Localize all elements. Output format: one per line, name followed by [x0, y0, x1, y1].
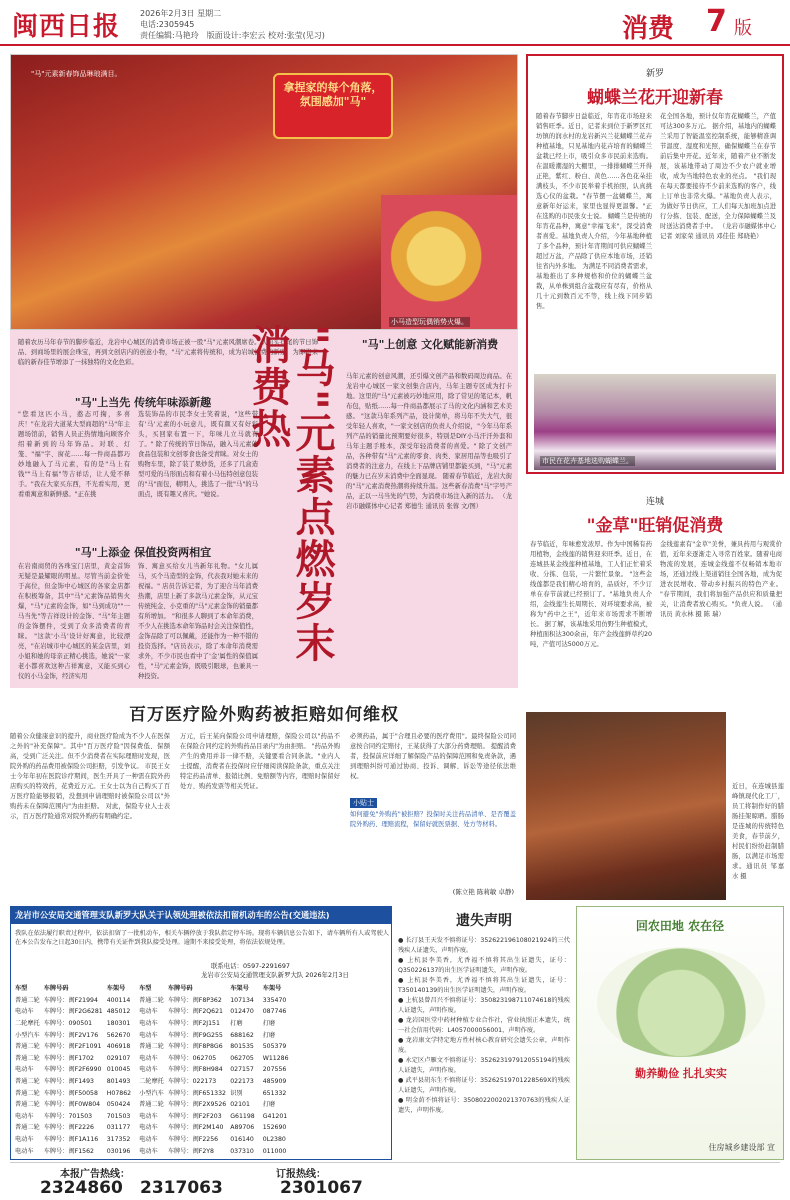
notice-cell: 031177: [106, 1124, 131, 1132]
notice-cell: A89706: [230, 1124, 255, 1132]
lost-item: ● 上杭县曾昌兴不慎将证号：350823198711074618的残疾人证遗失，声明作废。: [398, 997, 570, 1014]
notice-cell: 车牌号：闽F1493: [43, 1077, 94, 1085]
notice-row: [261, 1006, 291, 1018]
notice-cell: G61198: [230, 1112, 255, 1120]
notice-cell: 688162: [230, 1031, 254, 1039]
notice-cell: 识别: [230, 1089, 243, 1097]
lost-list: [398, 936, 570, 1115]
notice-cell: 317352: [106, 1135, 131, 1143]
notice-extra-col: [261, 983, 291, 1157]
notice-cell: 打磨: [262, 1019, 276, 1027]
notice-cell: 车牌号：闽F8H984: [167, 1066, 223, 1074]
notice-table: [13, 983, 389, 1157]
insurance-col1: 随着公众健康意识的提升，商业医疗险成为不少人在医保之外的"补充保障"。其中"百万医疗险"因保费低、保额高，受到广泛关注。但不少消费者在实际理赔时发现，医院外购的药品费用被保险公司拒赔，引发争议。 市民王女士今年年初在医院诊疗期间，医生开具了一种需在院外药店购买的特效药，花费近万元。王女士以为自己购买了百万医疗险能够报销，没想到申请理赔时被保险公司以"外购药未在保障范围内"为由拒赔。 对此，保险专业人士表示，百万医疗险通常对院外购药有明确约定。: [10, 733, 170, 820]
notice-cell: H07862: [106, 1089, 132, 1097]
notice-row: [261, 1064, 291, 1076]
notice-cell: 087746: [262, 1008, 287, 1016]
lost-item: ● 龙岩国医堂中药材种植专业合作社，营业执照正本遗失，统一社会信用代码：L4057000056001，声明作废。: [398, 1017, 570, 1034]
notice-cell: 400114: [106, 996, 131, 1004]
ad-hotline-label: 本报广告热线：: [60, 1169, 130, 1180]
notice-row: [261, 995, 291, 1007]
notice-cell: 车牌号：闽F651332: [167, 1089, 226, 1097]
notice-cell: 505379: [262, 1043, 287, 1051]
notice-cell: 小型汽车: [139, 1089, 164, 1097]
page-unit: 版: [734, 18, 752, 39]
masthead-date: 2026年2月3日 星期二: [140, 9, 222, 18]
notice-cell: 电动车: [139, 1054, 158, 1062]
notice-cell: 107134: [230, 996, 254, 1004]
notice-cell: 车牌号：闽F8P8G6: [167, 1043, 223, 1051]
notice-cell: 485909: [262, 1077, 287, 1085]
notice-cell: 普通二轮: [139, 1043, 164, 1051]
notice-cell: 车牌号：062705: [167, 1054, 217, 1062]
grass-article: [526, 486, 784, 686]
notice-cell: 电动车: [139, 1124, 158, 1132]
notice-cell: 打磨: [230, 1019, 243, 1027]
notice-cell: 车牌号：闽F1562: [43, 1147, 94, 1155]
notice-row: [13, 1087, 133, 1099]
notice-cell: 小型汽车: [15, 1031, 40, 1039]
notice-cell: 普通二轮: [15, 1101, 40, 1109]
notice-signature: 龙岩市公安局交通管理支队新罗大队 2026年2月3日: [201, 971, 349, 979]
notice-cell: 打磨: [262, 1101, 276, 1109]
footer-hotlines: [10, 1162, 780, 1198]
notice-cell: 普通二轮: [15, 1054, 40, 1062]
insurance-col2: 万元，后王某向保险公司申请理赔，保险公司以"药品不在保险合同约定的外购药品目录内"为由拒赔。 "药品外购产生的费用并非一律不赔，关键要看合同条款。"业内人士提醒，消费者在投保时应仔细阅读保险条款，重点关注特定药品清单、报销比例、免赔额等内容，理赔时保留好处方、购药发票等相关凭证。: [180, 733, 340, 790]
notice-cell: 车牌号：闽F2V176: [43, 1031, 99, 1039]
notice-cell: 0L2380: [262, 1135, 286, 1143]
notice-row: [261, 1145, 291, 1157]
notice-row: [261, 1111, 291, 1123]
col1b-text: 选装饰品的市民李女士笑着说，"这些带有'马'元素的小玩意儿，既有颜又有好彩头，买回家布置一下，年味儿立马就有了。" 除了传统的节日饰品，融入马元素的食品包装和文创零食也备受青睐。对女士的购物车里，除了装了果炒货，还多了几盒造型可爱的马形面点和有着小马伍特创意包装的"马"面包，精明人，挑选了一批"马"的马面点，既有趣又喜庆。"她说。: [138, 411, 258, 498]
sub-phone: 2301067: [280, 1178, 363, 1198]
lost-item: ● 武平县胡东生不慎将证号：35262519701228569X的残疾人证遗失，声明作废。: [398, 1077, 570, 1094]
notice-cell: 电动车: [139, 1008, 158, 1016]
col1a-text: "您看这匹小马，憨态可掬，多喜庆！"在龙岩大道某大型商超的"马"年主题场馆前，销售人员正热情地向顾客介绍着新到的马年饰品。对联、灯笼、"福"字、窗花……每一件商品都巧妙地融入了马元素，有的是"马上有钱""马上有福"等吉祥话，让人爱不释手。"我在大家买东西，不光看实用，更看重寓意和新鲜感。"正在挑: [18, 411, 130, 498]
notice-cell: 电动车: [15, 1135, 34, 1143]
ad-phone-1: 2324860: [40, 1178, 123, 1198]
notice-cell: 180301: [106, 1019, 131, 1027]
notice-contact: 联系电话：0597-2291697: [211, 962, 290, 970]
notice-cell: 050424: [106, 1101, 131, 1109]
notice-cell: 02101: [230, 1101, 250, 1109]
notice-header-cell: 车架号: [262, 985, 282, 993]
ad-bottom-text: 住房城乡建设部 宣: [708, 1143, 775, 1152]
notice-row: [137, 995, 257, 1007]
horse-plush-photo: [381, 195, 518, 330]
notice-cell: 车牌号：701503: [43, 1112, 93, 1120]
notice-cell: 二轮摩托: [139, 1077, 164, 1085]
notice-row: [137, 1134, 257, 1146]
notice-cell: 车牌号：闽F1A116: [43, 1135, 99, 1143]
market-photo: [10, 54, 518, 330]
col3-text: 马年元素的创意风潮，还引爆文创产品和数码周边商品。在龙岩中心城区一家文创集合店内，马年主题专区成为打卡地。这里的"马"元素被巧妙地应用，除了常见的笔记本，帆布包，贴纸……每一件商品都展示了马的文化内涵和艺术美感。 "这款马年系列产品，设计简单，将马年不失大气，很受年轻人喜欢，"一家文创店的负责人介绍说，"今年马年系列产品的销量比预期要好很多，特别是DIY小马汗汗外套和马年主题手账本，深受年轻消费者的喜爱。" 除了文创产品，各种带有"马"元素的零食、肉类、家居用品等也吸引了消费者的注意力，在线上下品牌店铺里都能买到，"马"元素的魅力已在岁末消费中全面显现。 随着春节临近，龙岩大街的"马"元素消费热潮将持续升温。这些新春消费"马"字号产品，正以一马当先的气势，为消费市场注入新的活力。 （龙岩市融媒体中心记者 郑德生 通讯员 张蓉 文/图）: [346, 373, 512, 510]
insurance-byline: (陈立艳 陈莉敏 卓静): [452, 888, 514, 896]
notice-cell: 普通二轮: [15, 1089, 40, 1097]
notice-cell: 电动车: [139, 1019, 158, 1027]
notice-cell: 车牌号：闽F2M140: [167, 1124, 224, 1132]
sausage-photo: [526, 712, 726, 900]
orchid-kicker: 新罗: [645, 69, 664, 79]
notice-row: [137, 1053, 257, 1065]
orchid-article: [526, 54, 784, 474]
notice-cell: 车牌号：闽F2256: [167, 1135, 219, 1143]
notice-cell: 车牌号：闽F2F1091: [43, 1043, 102, 1051]
insurance-headline: 百万医疗险外购药被拒赔如何维权: [129, 705, 399, 725]
notice-row: [13, 1099, 133, 1111]
lost-notices: [398, 906, 570, 1160]
notice-row: [261, 1134, 291, 1146]
notice-header-cell: 车架号: [106, 985, 126, 993]
sub-hotline-label: 订报热线：: [276, 1169, 326, 1180]
notice-row: [137, 1076, 257, 1088]
notice-cell: 车牌号：闽F2226: [43, 1124, 94, 1132]
notice-cell: W11286: [262, 1054, 289, 1062]
notice-cell: 普通二轮: [15, 1124, 40, 1132]
notice-row: [261, 1041, 291, 1053]
insurance-article: [10, 694, 518, 900]
grass-col2: 金线莲素有"金草"美誉，兼具药用与观赏价值，近年来逐渐走入寻常百姓家。随着电商物流的发展，连城金线莲不仅畅销本地市场，还通过线上渠道销往全国各地，成为促进农民增收、带动乡村振兴的特色产业。 "春节期间，我们将加强产品供应和质量把关，让消费者放心购买。"负责人说。 （通讯员 黄水林 摄 陈 瑞）: [660, 541, 782, 618]
masthead-phone: 电话:2305945: [140, 20, 195, 29]
notice-row: [13, 1041, 133, 1053]
notice-block: [10, 906, 392, 1160]
vertical-headline: "马"元素点燃岁末消费热: [245, 324, 336, 664]
notice-row: [137, 1122, 257, 1134]
notice-cell: 电动车: [139, 1112, 158, 1120]
notice-row: [13, 1064, 133, 1076]
sausage-caption: 近日，在连城县莲峰镇现代化工厂，员工将制作好的腊肠挂架晾晒。腊肠是连城的传统特色美食，春节前夕，村民们纷纷赶制腊肠，以满足市场需求。通讯员 邹嘉水 摄: [732, 783, 784, 880]
notice-header-row: [137, 983, 257, 995]
ma-feature-block: [10, 54, 518, 688]
notice-title: 龙岩市公安局交通管理支队新罗大队关于认领处理被依法扣留机动车的公告(交通违法): [11, 907, 391, 924]
notice-cell: 562670: [106, 1031, 131, 1039]
ad-illustration: [597, 947, 765, 1057]
notice-row: [13, 1018, 133, 1030]
lost-item: ● 上杭县李美香，尤香福不慎将其出生证遗失，证号：T350140139的出生医学证明遗失，声明作废。: [398, 977, 570, 994]
notice-cell: 062705: [230, 1054, 254, 1062]
notice-cell: 电动车: [15, 1112, 34, 1120]
notice-row: [13, 1145, 133, 1157]
notice-cell: 车牌号：闽F2J151: [167, 1019, 220, 1027]
notice-cell: 406918: [106, 1043, 131, 1051]
notice-row: [13, 995, 133, 1007]
notice-row: [261, 1029, 291, 1041]
lost-title: 遗失声明: [456, 913, 512, 929]
masthead: [0, 0, 790, 46]
notice-cell: 801493: [106, 1077, 131, 1085]
notice-cell: 电动车: [139, 1147, 158, 1155]
tip-label: 小贴士: [350, 798, 377, 808]
col2b-text: 饰、寓意买给女儿当新年礼物。"女儿属马，买个马造型的金饰，代表我对她未来的祝福。" 店员告诉记者，为了迎合马年消费热潮，店里上新了多款马元素金饰，从元宝传统纯金、小克重的"马"元素金饰的销量都有所增加。 "和很多人聊到了本命年消费，不少人在挑选本命年饰品时会关注保值性，金饰品除了可以佩戴，还能作为一种不错的投资选择。"店员表示，除了本命年消费需求外，不少市民也看中了'金'属性的保值属性，"马"元素金饰，既吸引眼球，也兼具一种投资。: [138, 563, 258, 680]
notice-row: [137, 1041, 257, 1053]
newspaper-logo: 闽西日报: [12, 12, 121, 42]
notice-cell: 车牌号：闽F2Y8: [167, 1147, 214, 1155]
notice-row: [261, 1087, 291, 1099]
notice-row: [137, 1099, 257, 1111]
notice-cell: 801535: [230, 1043, 254, 1051]
section-name: 消费: [622, 14, 675, 44]
notice-cell: 车牌号：闽F21994: [43, 996, 98, 1004]
notice-subtable: [137, 983, 257, 1157]
notice-cell: 车牌号：090501: [43, 1019, 93, 1027]
notice-cell: 152690: [262, 1124, 287, 1132]
subhead-3: "马"上创意 文化赋能新消费: [361, 338, 499, 351]
notice-cell: 车牌号：闽F0W804: [43, 1101, 101, 1109]
notice-cell: 车牌号：闽F2G6281: [43, 1008, 103, 1016]
notice-row: [261, 1053, 291, 1065]
notice-cell: 二轮摩托: [15, 1019, 40, 1027]
subhead-2: "马"上添金 保值投资两相宜: [74, 546, 212, 559]
ad-phone-2: 2317063: [140, 1178, 223, 1198]
public-ad: [576, 906, 784, 1160]
photo-caption-decor: "马"元素新春饰品琳琅满目。: [31, 70, 122, 78]
notice-header-row: [13, 983, 133, 995]
notice-row: [137, 1029, 257, 1041]
masthead-credits: 责任编辑:马艳玲 版面设计:李宏云 校对:张莹(见习): [140, 31, 325, 40]
notice-cell: 电动车: [139, 1031, 158, 1039]
banner-sign: 拿捏家的每个角落，氛围感加"马": [273, 73, 393, 139]
notice-cell: 012470: [230, 1008, 254, 1016]
lost-item: ● 明金荫不慎将证号：3508022002021370763的残疾人证遗失，声明作废。: [398, 1097, 570, 1114]
notice-cell: 车牌号：闽F2F6990: [43, 1066, 102, 1074]
notice-cell: 普通二轮: [139, 1101, 164, 1109]
notice-header-row: [261, 983, 291, 995]
notice-cell: 485012: [106, 1008, 131, 1016]
notice-row: [13, 1134, 133, 1146]
lost-item: ● 龙岩康文学特定地方性村核心教育研究会遗失公章，声明作废。: [398, 1037, 570, 1054]
grass-kicker: 连城: [645, 497, 664, 507]
notice-cell: 车牌号：闽F2X9526: [167, 1101, 227, 1109]
notice-row: [261, 1099, 291, 1111]
orchid-caption: 市民在花卉基地选购蝴蝶兰。: [542, 457, 633, 465]
sausage-block: [526, 712, 784, 900]
notice-cell: 335470: [262, 996, 287, 1004]
notice-cell: 电动车: [139, 1135, 158, 1143]
notice-cell: 016140: [230, 1135, 254, 1143]
notice-subtable: [13, 983, 133, 1157]
notice-header-cell: 车型: [15, 985, 28, 993]
notice-cell: 车牌号：闽F50058: [43, 1089, 98, 1097]
notice-row: [261, 1076, 291, 1088]
notice-cell: 651332: [262, 1089, 287, 1097]
notice-row: [13, 1076, 133, 1088]
notice-cell: 车牌号：闽F2Q621: [167, 1008, 223, 1016]
tip-text: 如何避免"外购药"被拒赔？投保时关注药品清单、是否覆盖院外购药、理赔流程，保留好就医票据、处方等材料。: [350, 811, 516, 828]
notice-row: [137, 1018, 257, 1030]
notice-body: 我队在依法履行职责过程中，依法扣留了一批机动车，相关车辆停放于我队指定停车场。现将车辆信息公告如下，请车辆所有人或驾驶人在本公告发布之日起30日内，携带有关证件到我队接受处理。逾期不来接受处理，将依法依规处理。: [15, 930, 389, 946]
notice-cell: 普通二轮: [15, 1077, 40, 1085]
notice-cell: 029107: [106, 1054, 131, 1062]
notice-cell: 电动车: [15, 1147, 34, 1155]
notice-row: [13, 1122, 133, 1134]
notice-cell: 车牌号：闽F9G255: [167, 1031, 223, 1039]
notice-cell: 普通二轮: [15, 1043, 40, 1051]
notice-row: [13, 1053, 133, 1065]
notice-row: [137, 1064, 257, 1076]
notice-row: [137, 1111, 257, 1123]
subhead-1: "马"上当先 传统年味添新趣: [74, 396, 212, 409]
notice-header-cell: 车架号: [230, 985, 249, 993]
notice-row: [13, 1006, 133, 1018]
notice-cell: 030196: [106, 1147, 131, 1155]
notice-cell: 车牌号：闽F1702: [43, 1054, 94, 1062]
notice-header-cell: 车牌号码: [43, 985, 69, 993]
ad-mid-text: 勤养勤俭 扎扎实实: [635, 1067, 727, 1080]
notice-cell: 011000: [262, 1147, 287, 1155]
lost-item: ● 永定区卢雁文不慎将证号：352623197912055194的残疾人证遗失，声明作废。: [398, 1057, 570, 1074]
lost-item: ● 上杭县李美香，尤香福不慎将其出生证遗失，证号：Q350226137的出生医学证明遗失，声明作废。: [398, 957, 570, 974]
notice-cell: 电动车: [15, 1066, 34, 1074]
insurance-col3: 必须药品，属于"合理且必要的医疗费用"。最终保险公司同意按合同约定赔付，王某获得了大部分药费理赔。 提醒消费者，投保前应详细了解保险产品的保障范围和免责条款，遇到理赔纠纷可通过协商、投诉、调解、诉讼等途径依法维权。: [350, 733, 516, 780]
notice-row: [261, 1018, 291, 1030]
notice-cell: 022173: [230, 1077, 254, 1085]
notice-cell: 电动车: [139, 1066, 158, 1074]
ad-top-text: 回农田地 农在径: [635, 919, 725, 933]
intro-text: 随着农历马年春节的脚步临近，龙岩中心城区的消费市场正被一股"马"元素风潮席卷。从街头巷尾的节日饰品、到商场里的展会珠宝，再到文创店内的创意小物，"马"元素将传统和，成为岩城消费的新宠，为即将来临的新春佳节增添了一抹独特的文化色彩。: [18, 339, 318, 366]
notice-cell: 车牌号：022173: [167, 1077, 217, 1085]
notice-header-cell: 车型: [139, 985, 152, 993]
lost-item: ● 长汀县王天发不慎将证号：352622196108021924的三代残疾人证遗失，声明作废。: [398, 937, 570, 954]
grass-col1: 春节临近，年味愈发浓厚。作为中国稀有药用植物，金线莲的销售迎来旺季。近日，在连城县某金线莲种植基地，工人们正忙着采收、分拣、包装，一片繁忙景象。 "这些金线莲都是我们精心培育的，品质好，不少订单在春节前就已经预订了。"基地负责人介绍，金线莲生长周期长、对环境要求高，被称为"药中之王"，近年来市场需求不断增长。 据了解，该基地采用仿野生种植模式，种植面积达300余亩，年产金线莲鲜草约20吨，产值可达5000万元。: [530, 541, 652, 648]
orchid-col1: 随着春节脚步日益临近，年宵花市场迎来销售旺季。近日，记者来到位于新罗区红坊镇的润水村的龙岩新兴兰花蝴蝶兰花卉种植基地，只见基地内花卉培育的蝴蝶兰盆栽已经上市，吸引众多市民前来选购。 在温暖潮湿的大棚里，一排排蝴蝶兰开得正艳，紫红、粉白、黄色……各色花朵挂满枝头，不少市民举着手机拍照，认真挑选心仪的盆栽。"春节摆一盆蝴蝶兰，寓意新年好运来，家里也显得更温馨。"正在选购的市民张女士说。 蝴蝶兰是传统的年宵花品种，寓意"幸福飞来"，深受消费者喜爱。基地负责人介绍，今年基地种植了多个品种，预计年宵期间可供应蝴蝶兰超过万盆，产品除了供应本地市场，还销往省内外多地。 为满足不同消费者需求，基地推出了多种规格和价位的蝴蝶兰盆栽，从单株到组合盆栽应有尽有，价格从几十元到数百元不等，线上线下同步销售。: [536, 113, 652, 310]
notice-cell: 电动车: [15, 1008, 34, 1016]
notice-cell: 普通二轮: [15, 996, 40, 1004]
notice-cell: 车牌号：闽F8P362: [167, 996, 222, 1004]
notice-row: [13, 1111, 133, 1123]
notice-row: [261, 1122, 291, 1134]
notice-cell: G41201: [262, 1112, 288, 1120]
notice-cell: 701503: [106, 1112, 131, 1120]
notice-cell: 037310: [230, 1147, 254, 1155]
orchid-headline: 蝴蝶兰花开迎新春: [587, 88, 723, 108]
notice-cell: 027157: [230, 1066, 254, 1074]
orchid-col2: 花全国各地，预计仅年宵花蝴蝶兰，产值可达300多万元。 据介绍，基地内的蝴蝶兰采用了智能温室控制系统，能够精准调节温度、湿度和光照，确保蝴蝶兰在春节前后集中开花。近年来，随着产业不断发展，该基地带动了周边不少农户就业增收，成为当地特色农业的亮点。 "我们现在每天都要接待不少前来选购的客户，线上订单也非常火爆。"基地负责人表示，为做好节日供应，工人们每天加班加点进行分拣、包装、配送，全力保障蝴蝶兰及时送达消费者手中。 （龙岩市融媒体中心记者 刘家荣 通讯员 邓佳佳 郑晓艳）: [660, 113, 776, 240]
notice-row: [137, 1145, 257, 1157]
notice-row: [13, 1029, 133, 1041]
page-number: 7: [706, 4, 727, 39]
notice-row: [137, 1087, 257, 1099]
notice-header-cell: 车牌号码: [167, 985, 193, 993]
notice-cell: 车牌号：闽F2F203: [167, 1112, 222, 1120]
orchid-photo: [534, 374, 776, 470]
notice-row: [137, 1006, 257, 1018]
notice-cell: 普通二轮: [139, 996, 164, 1004]
col2a-text: 在岩南商贸的各珠宝门店里，黄金首饰无疑是最耀眼的明星。尽管当前金价处于高位，但金饰中心城区的各家金店都在积极筹备，其中"马"元素饰品销售火爆，"马"元素的金饰，如"马到成功""一马当先"等吉祥设计的金饰、"马"年主题的金饰摆件，受到了众多消费者的青睐。 "这款'小马'设计好寓意，比较漂亮，"在岩城市中心城区的某金店里，刘小姐和她的母亲正精心挑选，她说"一家老小都喜欢这种吉祥寓意，又能买到心仪的小马金饰，经济实用: [18, 563, 130, 680]
photo-caption-plush: 小马造型玩偶销势火爆。: [391, 318, 468, 326]
notice-cell: 010045: [106, 1066, 131, 1074]
grass-headline: "金草"旺销促消费: [586, 516, 724, 536]
notice-cell: 207556: [262, 1066, 287, 1074]
notice-cell: 打磨: [262, 1031, 276, 1039]
